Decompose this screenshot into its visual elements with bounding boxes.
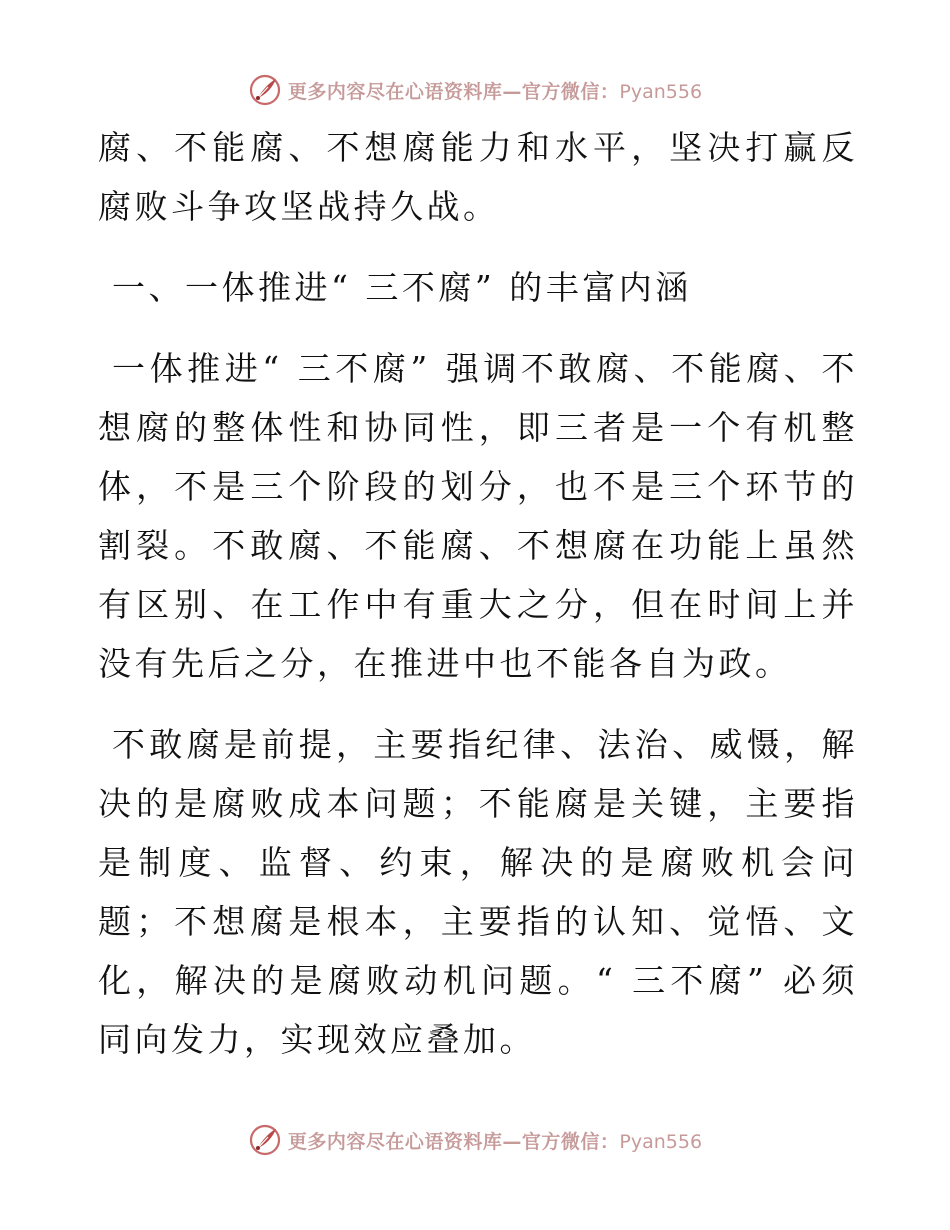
paragraph-body: 一体推进“ 三不腐” 强调不敢腐、不能腐、不想腐的整体性和协同性，即三者是一个有机整体，不是三个阶段的划分，也不是三个环节的割裂。不敢腐、不能腐、不想腐在功能上虽然有区别、在工作中有重大之分，但在时间上并没有先后之分，在推进中也不能各自为政。 <box>98 349 858 683</box>
feather-pen-logo-icon <box>248 1123 282 1157</box>
feather-pen-logo-icon <box>248 73 282 107</box>
watermark-wechat-id: Pyan556 <box>619 1130 703 1153</box>
watermark-text: 更多内容尽在心语资料库—官方微信：Pyan556 <box>287 80 703 103</box>
section-heading: 一、一体推进“ 三不腐” 的丰富内涵 <box>112 268 692 307</box>
header-watermark <box>0 70 950 110</box>
document-body <box>98 118 858 1069</box>
footer-watermark <box>0 1120 950 1160</box>
watermark-text: 更多内容尽在心语资料库—官方微信：Pyan556 <box>287 1130 703 1153</box>
watermark-wechat-id: Pyan556 <box>619 80 703 103</box>
paragraph-continuation: 腐、不能腐、不想腐能力和水平，坚决打赢反腐败斗争攻坚战持久战。 <box>98 128 858 226</box>
paragraph-body: 不敢腐是前提，主要指纪律、法治、威慑，解决的是腐败成本问题；不能腐是关键，主要指是制度、监督、约束，解决的是腐败机会问题；不想腐是根本，主要指的认知、觉悟、文化，解决的是腐败动机问题。“ 三不腐” 必须同向发力，实现效应叠加。 <box>98 725 858 1059</box>
